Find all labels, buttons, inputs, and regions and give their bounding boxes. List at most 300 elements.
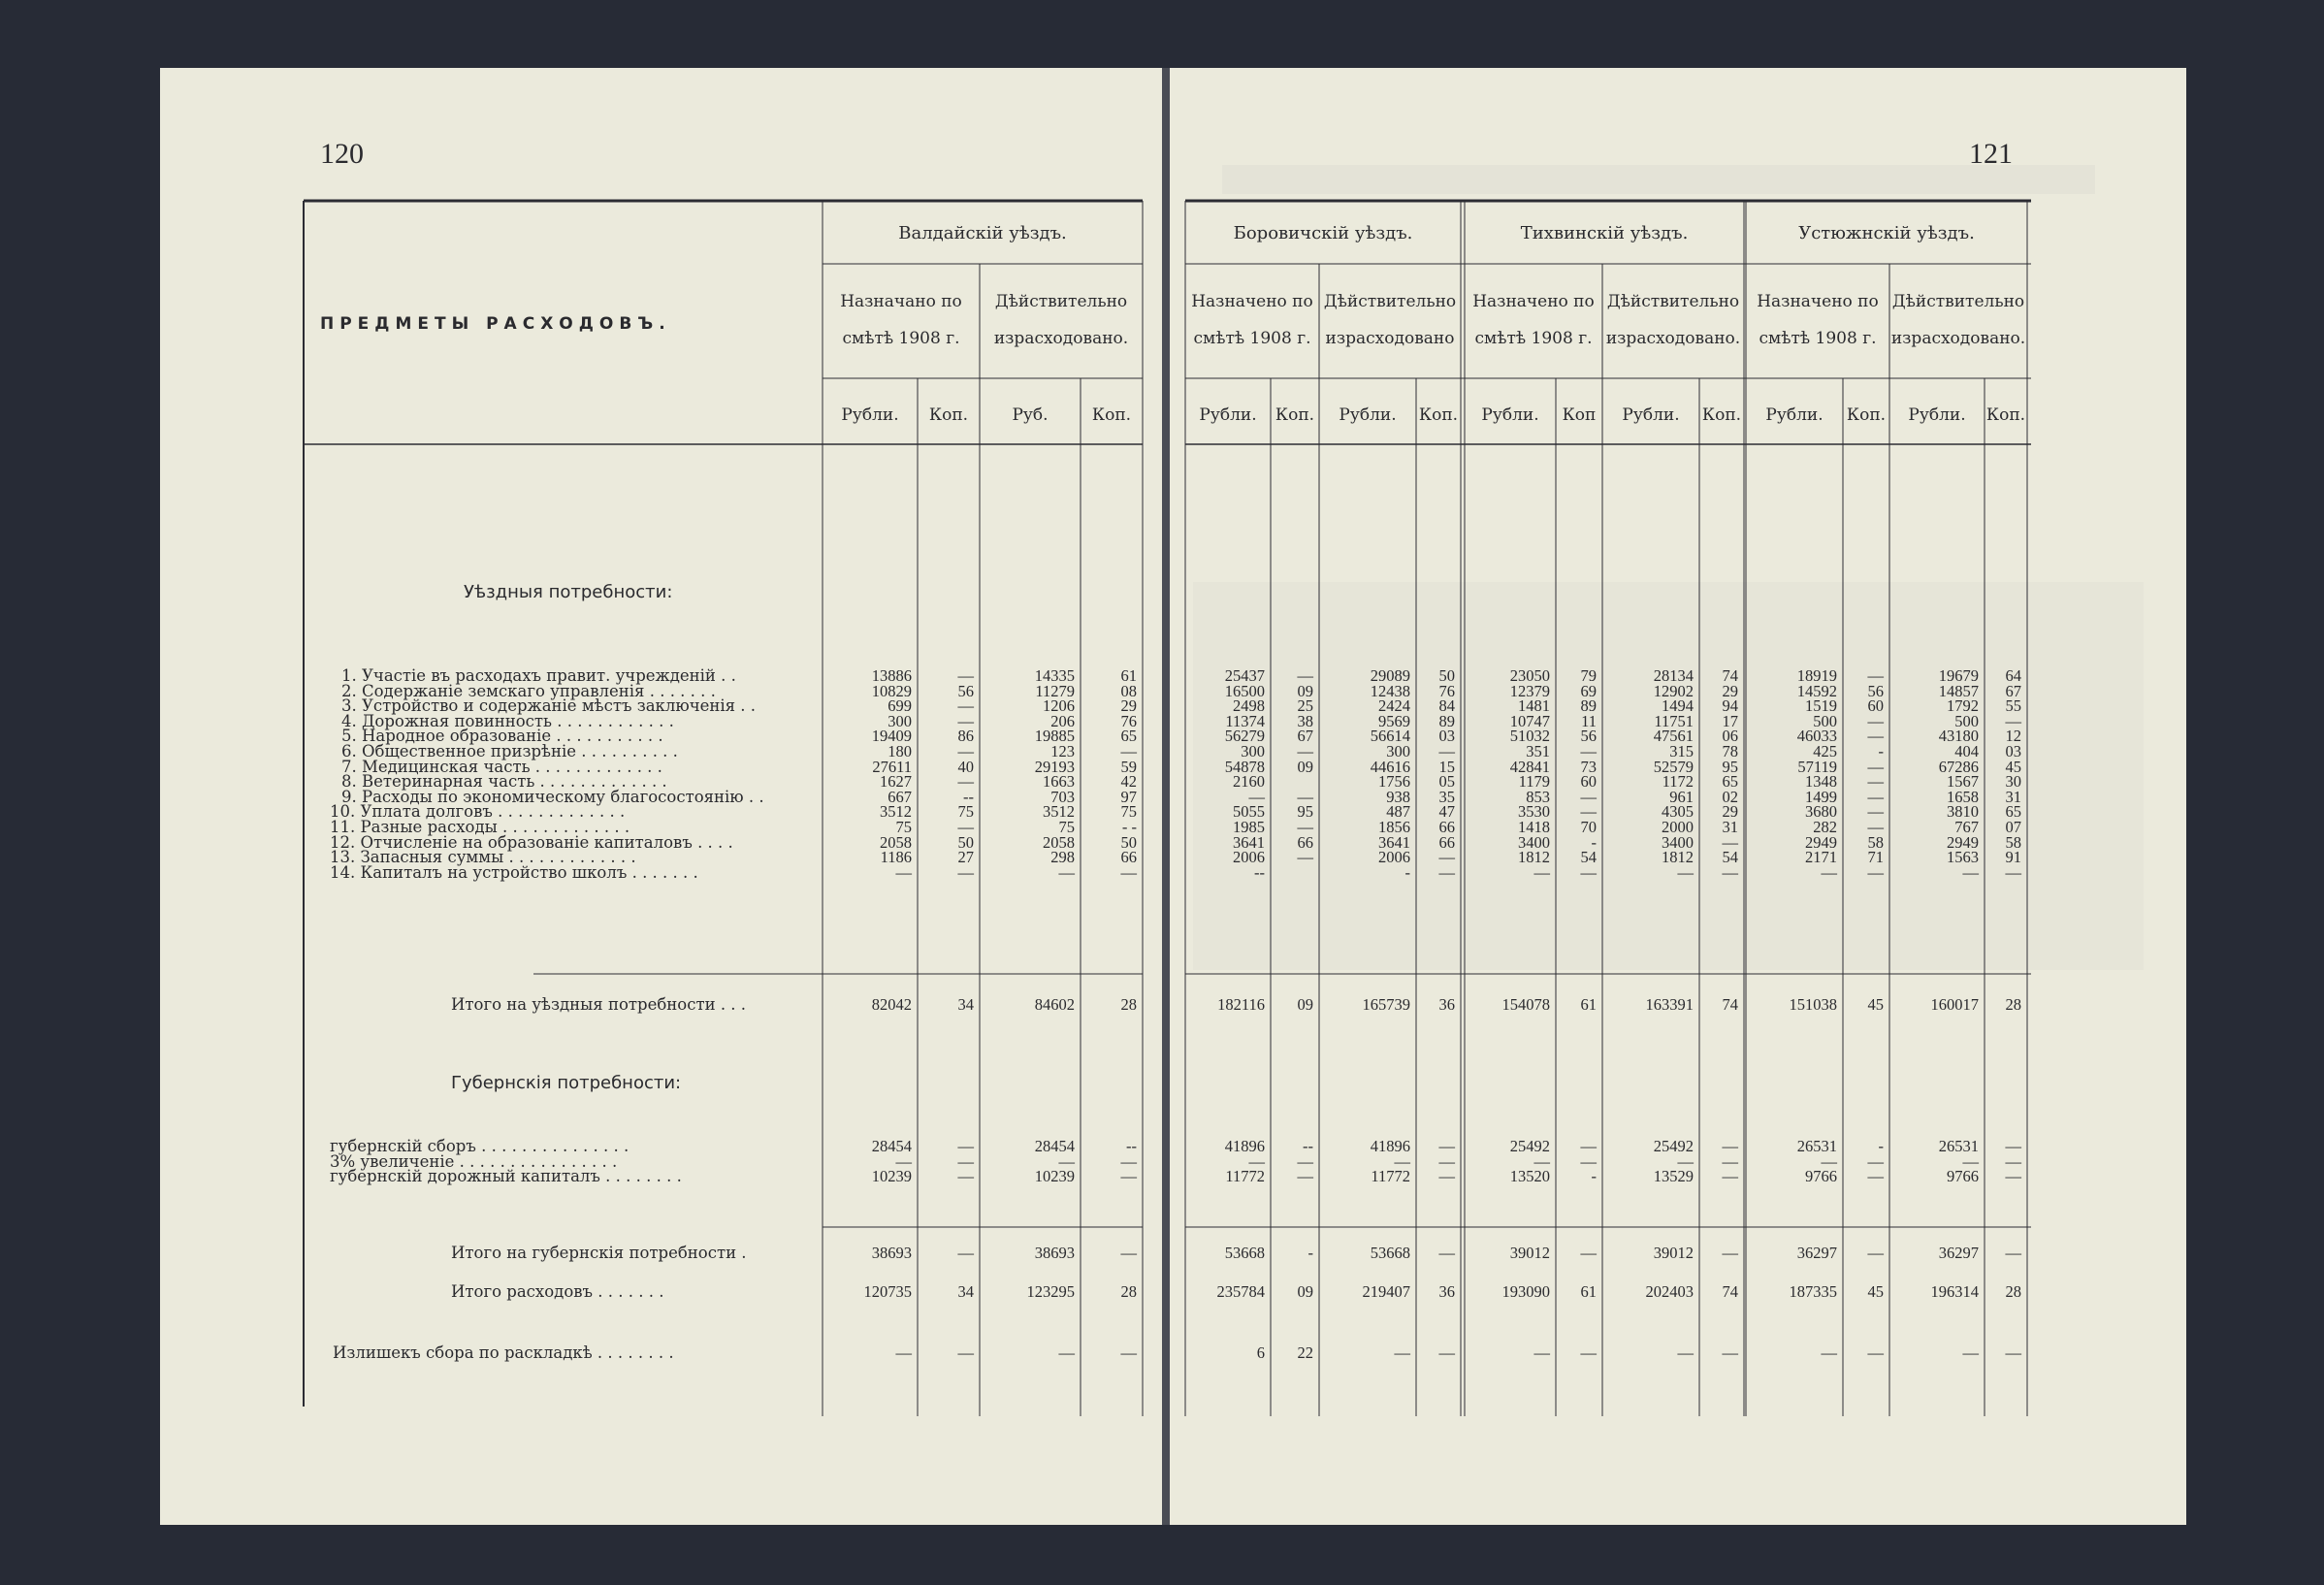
cell-value: 03 — [1438, 727, 1455, 746]
cell-value: 22 — [1297, 1343, 1313, 1362]
cell-value: 66 — [1438, 818, 1455, 836]
cell-value: 6 — [1256, 1343, 1265, 1362]
cell-value: — — [1120, 1343, 1137, 1362]
cell-value: 41896 — [1224, 1137, 1265, 1155]
cell-value: 39012 — [1653, 1244, 1694, 1262]
cell-value: 11772 — [1225, 1167, 1265, 1186]
cell-value: 50 — [1120, 832, 1137, 852]
cell-value: 2000 — [1662, 818, 1694, 836]
cell-value: — — [1722, 1244, 1738, 1262]
cell-value: 12379 — [1509, 681, 1550, 700]
cell-value: 12 — [2005, 727, 2021, 746]
cell-value: 60 — [1580, 772, 1597, 792]
cell-value: — — [1297, 848, 1313, 867]
cell-value: — — [1962, 1151, 1979, 1171]
cell-value: 76 — [1120, 711, 1137, 730]
cell-value: — — [957, 1244, 974, 1262]
cell-value: 1812 — [1662, 848, 1694, 867]
cell-value: 84 — [1438, 696, 1455, 716]
cell-value: 500 — [1954, 711, 1979, 730]
cell-value: 79 — [1580, 666, 1597, 685]
cell-value: 4305 — [1662, 802, 1694, 822]
cell-value: 29 — [1722, 681, 1738, 700]
cell-value: 19409 — [871, 727, 912, 746]
cell-value: — — [957, 1167, 974, 1186]
cell-value: 165739 — [1362, 995, 1410, 1014]
cell-value: 54878 — [1224, 757, 1265, 776]
row-label: 14. Капиталъ на устройство школъ . . . . . . . — [330, 862, 698, 882]
cell-value: 86 — [957, 727, 974, 746]
cell-value: 12902 — [1653, 681, 1694, 700]
cell-value: 51032 — [1509, 727, 1550, 746]
cell-value: 2424 — [1378, 696, 1410, 716]
cell-value: 03 — [2005, 742, 2021, 760]
cell-value: — — [957, 742, 974, 760]
cell-value: — — [1867, 757, 1884, 776]
cell-value: 19679 — [1938, 666, 1979, 685]
cell-value: — — [1248, 787, 1265, 806]
cell-value: 61 — [1120, 666, 1137, 685]
cell-value: 3512 — [880, 802, 912, 822]
cell-value: 38 — [1297, 711, 1313, 730]
cell-value: 2058 — [1043, 832, 1075, 852]
cell-value: — — [2005, 1244, 2021, 1262]
cell-value: 29 — [1120, 696, 1137, 716]
cell-value: 95 — [1297, 802, 1313, 822]
cell-value: 2160 — [1233, 772, 1265, 792]
cell-value: 75 — [1058, 818, 1075, 836]
cell-value: -- — [1126, 1137, 1137, 1155]
cell-value: 53668 — [1224, 1244, 1265, 1262]
cell-value: — — [1580, 1343, 1597, 1362]
column-subheader: Назначано по смѣтѣ 1908 г. — [840, 292, 962, 348]
cell-value: 50 — [1438, 666, 1455, 685]
cell-value: 25492 — [1653, 1137, 1694, 1155]
cell-value: 298 — [1050, 848, 1075, 867]
cell-value: 59 — [1120, 757, 1137, 776]
cell-value: 31 — [1722, 818, 1738, 836]
cell-value: - — [1878, 1137, 1884, 1155]
cell-value: 36 — [1438, 1282, 1455, 1301]
cell-value: 1792 — [1947, 696, 1979, 716]
cell-value: — — [2005, 711, 2021, 730]
cell-value: 1348 — [1805, 772, 1837, 792]
cell-value: — — [1580, 1151, 1597, 1171]
cell-value: — — [2005, 862, 2021, 882]
cell-value: 97 — [1120, 787, 1137, 806]
row-label: 2. Содержанiе земскаго управленiя . . . . . . . — [341, 681, 716, 700]
row-label: Излишекъ сбора по раскладкѣ . . . . . . . . — [333, 1343, 674, 1362]
cell-value: — — [1867, 818, 1884, 836]
cell-value: — — [1722, 1151, 1738, 1171]
row-label: 13. Запасныя суммы . . . . . . . . . . . . . — [330, 848, 636, 867]
row-label: губернскiй сборъ . . . . . . . . . . . . . . . — [330, 1137, 629, 1155]
cell-value: 09 — [1297, 681, 1313, 700]
cell-value: 17 — [1722, 711, 1738, 730]
cell-value: — — [957, 772, 974, 792]
cell-value: 315 — [1669, 742, 1694, 760]
cell-value: — — [1058, 1343, 1075, 1362]
cell-value: 56279 — [1224, 727, 1265, 746]
cell-value: 95 — [1722, 757, 1738, 776]
column-subheader: Дѣйствительно израсходовано. — [1890, 292, 2026, 348]
row-label: 3% увеличенiе . . . . . . . . . . . . . . . . — [330, 1151, 618, 1171]
cell-value: 2058 — [880, 832, 912, 852]
cell-value: 29193 — [1034, 757, 1075, 776]
cell-value: - — [1307, 1244, 1313, 1262]
cell-value: — — [2005, 1137, 2021, 1155]
cell-value: 2171 — [1805, 848, 1837, 867]
cell-value: 40 — [957, 757, 974, 776]
cell-value: 3641 — [1378, 832, 1410, 852]
cell-value: — — [1438, 1343, 1455, 1362]
cell-value: 05 — [1438, 772, 1455, 792]
cell-value: 02 — [1722, 787, 1738, 806]
cell-value: 853 — [1526, 787, 1550, 806]
cell-value: 187335 — [1789, 1282, 1837, 1301]
cell-value: 282 — [1813, 818, 1837, 836]
cell-value: — — [895, 862, 912, 882]
cell-value: — — [2005, 1343, 2021, 1362]
cell-value: 41896 — [1370, 1137, 1410, 1155]
cell-value: 351 — [1526, 742, 1550, 760]
cell-value: 1206 — [1043, 696, 1075, 716]
cell-value: — — [1058, 862, 1075, 882]
unit-label: Рубли. — [1622, 405, 1680, 425]
column-subheader: Назначено по смѣтѣ 1908 г. — [1757, 292, 1879, 348]
cell-value: — — [895, 1343, 912, 1362]
cell-value: 31 — [2005, 787, 2021, 806]
cell-value: — — [1580, 787, 1597, 806]
cell-value: 938 — [1386, 787, 1410, 806]
cell-value: 3641 — [1233, 832, 1265, 852]
cell-value: 1812 — [1518, 848, 1550, 867]
cell-value: 42 — [1120, 772, 1137, 792]
cell-value: 36297 — [1938, 1244, 1979, 1262]
cell-value: 11772 — [1371, 1167, 1410, 1186]
cell-value: — — [1677, 1343, 1694, 1362]
cell-value: — — [1248, 1151, 1265, 1171]
cell-value: 38693 — [871, 1244, 912, 1262]
cell-value: 3512 — [1043, 802, 1075, 822]
unit-label: Коп. — [1418, 405, 1459, 425]
column-subheader: Назначено по смѣтѣ 1908 г. — [1472, 292, 1595, 348]
cell-value: — — [1867, 1343, 1884, 1362]
row-label: Итого расходовъ . . . . . . . — [451, 1282, 664, 1301]
cell-value: 235784 — [1216, 1282, 1265, 1301]
cell-value: 14857 — [1938, 681, 1979, 700]
cell-value: 66 — [1438, 832, 1455, 852]
cell-value: 667 — [888, 787, 912, 806]
cell-value: 52579 — [1653, 757, 1694, 776]
unit-label: Коп. — [1275, 405, 1315, 425]
row-label: Итого на уѣздныя потребности . . . — [451, 995, 747, 1014]
cell-value: 13529 — [1653, 1167, 1694, 1186]
cell-value: 23050 — [1509, 666, 1550, 685]
cell-value: 61 — [1580, 1282, 1597, 1301]
cell-value: 43180 — [1938, 727, 1979, 746]
cell-value: 38693 — [1034, 1244, 1075, 1262]
cell-value: 703 — [1050, 787, 1075, 806]
cell-value: — — [1580, 742, 1597, 760]
unit-label: Рубли. — [1199, 405, 1257, 425]
cell-value: -- — [963, 787, 974, 806]
unit-label: Рубли. — [841, 405, 899, 425]
page-number-left: 120 — [320, 138, 364, 170]
cell-value: — — [1120, 862, 1137, 882]
cell-value: — — [1722, 1343, 1738, 1362]
cell-value: 84602 — [1034, 995, 1075, 1014]
cell-value: — — [1120, 1167, 1137, 1186]
cell-value: 26531 — [1796, 1137, 1837, 1155]
cell-value: 29089 — [1370, 666, 1410, 685]
cell-value: 65 — [1722, 772, 1738, 792]
cell-value: — — [957, 711, 974, 730]
cell-value: 28454 — [1034, 1137, 1075, 1155]
cell-value: 1179 — [1518, 772, 1550, 792]
cell-value: 219407 — [1362, 1282, 1410, 1301]
cell-value: 76 — [1438, 681, 1455, 700]
cell-value: 151038 — [1789, 995, 1837, 1014]
cell-value: 163391 — [1645, 995, 1694, 1014]
cell-value: 1658 — [1947, 787, 1979, 806]
cell-value: — — [957, 1137, 974, 1155]
column-subheader: Дѣйствительно израсходовано — [1323, 292, 1457, 348]
cell-value: - — [1404, 862, 1410, 882]
cell-value: — — [1867, 802, 1884, 822]
cell-value: 82042 — [871, 995, 912, 1014]
cell-value: — — [1533, 1151, 1550, 1171]
cell-value: — — [1867, 711, 1884, 730]
unit-label: Рубли. — [1908, 405, 1966, 425]
cell-value: 75 — [895, 818, 912, 836]
cell-value: — — [1821, 1151, 1837, 1171]
cell-value: 961 — [1669, 787, 1694, 806]
column-subheader: Дѣйствительно израсходовано. — [1605, 292, 1741, 348]
cell-value: 58 — [1867, 832, 1884, 852]
cell-value: 2006 — [1233, 848, 1265, 867]
cell-value: 27 — [957, 848, 974, 867]
cell-value: 123295 — [1026, 1282, 1075, 1301]
cell-value: 2006 — [1378, 848, 1410, 867]
cell-value: 60 — [1867, 696, 1884, 716]
cell-value: 27611 — [872, 757, 912, 776]
cell-value: — — [1962, 862, 1979, 882]
cell-value: 2949 — [1805, 832, 1837, 852]
cell-value: 67286 — [1938, 757, 1979, 776]
row-label: губернскiй дорожный капиталъ . . . . . . . . — [330, 1167, 682, 1186]
cell-value: 699 — [888, 696, 912, 716]
cell-value: 1499 — [1805, 787, 1837, 806]
row-label: 5. Народное образованiе . . . . . . . . . . . — [341, 727, 663, 746]
cell-value: 71 — [1867, 848, 1884, 867]
cell-value: 1985 — [1233, 818, 1265, 836]
cell-value: 46033 — [1796, 727, 1837, 746]
cell-value: — — [957, 1151, 974, 1171]
cell-value: 10829 — [871, 681, 912, 700]
unit-label: Коп — [1562, 405, 1597, 425]
cell-value: 11751 — [1654, 711, 1694, 730]
cell-value: 5055 — [1233, 802, 1265, 822]
cell-value: — — [1867, 1167, 1884, 1186]
cell-value: 767 — [1954, 818, 1979, 836]
cell-value: 07 — [2005, 818, 2021, 836]
cell-value: 1756 — [1378, 772, 1410, 792]
cell-value: 10747 — [1509, 711, 1550, 730]
cell-value: 74 — [1722, 1282, 1738, 1301]
cell-value: 29 — [1722, 802, 1738, 822]
cell-value: 425 — [1813, 742, 1837, 760]
cell-value: 28134 — [1653, 666, 1694, 685]
cell-value: 26531 — [1938, 1137, 1979, 1155]
cell-value: 30 — [2005, 772, 2021, 792]
cell-value: 3680 — [1805, 802, 1837, 822]
section-heading: Уѣздныя потребности: — [464, 582, 673, 602]
cell-value: 65 — [2005, 802, 2021, 822]
cell-value: — — [1867, 1151, 1884, 1171]
cell-value: 74 — [1722, 666, 1738, 685]
cell-value: 300 — [888, 711, 912, 730]
cell-value: — — [1580, 802, 1597, 822]
row-label: 7. Медицинская часть . . . . . . . . . . . . . — [341, 757, 662, 776]
cell-value: 45 — [2005, 757, 2021, 776]
district-header: Боровичскiй уѣздъ. — [1233, 223, 1413, 243]
cell-value: 193090 — [1501, 1282, 1550, 1301]
cell-value: -- — [1254, 862, 1265, 882]
cell-value: 12438 — [1370, 681, 1410, 700]
cell-value: — — [1297, 742, 1313, 760]
cell-value: 56 — [1580, 727, 1597, 746]
cell-value: 1186 — [880, 848, 912, 867]
cell-value: — — [957, 818, 974, 836]
cell-value: 65 — [1120, 727, 1137, 746]
cell-value: — — [1297, 818, 1313, 836]
cell-value: 13520 — [1509, 1167, 1550, 1186]
cell-value: — — [957, 1343, 974, 1362]
cell-value: 202403 — [1645, 1282, 1694, 1301]
cell-value: 28 — [1120, 1282, 1137, 1301]
cell-value: — — [1533, 1343, 1550, 1362]
cell-value: 55 — [2005, 696, 2021, 716]
unit-label: Коп. — [928, 405, 969, 425]
column-subheader: Назначено по смѣтѣ 1908 г. — [1191, 292, 1313, 348]
row-label: 10. Уплата долговъ . . . . . . . . . . . . . — [330, 802, 626, 822]
table-title: ПРЕДМЕТЫ РАСХОДОВЪ. — [320, 314, 671, 334]
cell-value: — — [1438, 1137, 1455, 1155]
cell-value: — — [1394, 1151, 1410, 1171]
cell-value: 53668 — [1370, 1244, 1410, 1262]
cell-value: — — [957, 666, 974, 685]
unit-label: Коп. — [1701, 405, 1742, 425]
row-label: 1. Участiе въ расходахъ правит. учрежденiй . . — [341, 666, 736, 685]
cell-value: — — [895, 1151, 912, 1171]
cell-value: — — [1580, 862, 1597, 882]
cell-value: — — [957, 862, 974, 882]
cell-value: 08 — [1120, 681, 1137, 700]
cell-value: 34 — [957, 1282, 974, 1301]
cell-value: 89 — [1580, 696, 1597, 716]
cell-value: 1663 — [1043, 772, 1075, 792]
row-label: 6. Общественное призрѣнiе . . . . . . . . . . — [341, 742, 678, 760]
district-header: Валдайскiй уѣздъ. — [898, 223, 1067, 243]
cell-value: — — [1297, 1167, 1313, 1186]
cell-value: 3400 — [1518, 832, 1550, 852]
cell-value: 120735 — [863, 1282, 912, 1301]
cell-value: 54 — [1580, 848, 1597, 867]
cell-value: 67 — [1297, 727, 1313, 746]
cell-value: 35 — [1438, 787, 1455, 806]
cell-value: 1627 — [880, 772, 912, 792]
cell-value: 123 — [1050, 742, 1075, 760]
cell-value: 182116 — [1217, 995, 1265, 1014]
cell-value: 160017 — [1930, 995, 1979, 1014]
cell-value: 2949 — [1947, 832, 1979, 852]
cell-value: 25437 — [1224, 666, 1265, 685]
cell-value: 28 — [2005, 995, 2021, 1014]
cell-value: — — [1722, 1167, 1738, 1186]
cell-value: 404 — [1954, 742, 1979, 760]
district-header: Тихвинскiй уѣздъ. — [1520, 223, 1689, 243]
cell-value: 25492 — [1509, 1137, 1550, 1155]
cell-value: — — [1867, 1244, 1884, 1262]
cell-value: 154078 — [1501, 995, 1550, 1014]
cell-value: 9569 — [1378, 711, 1410, 730]
cell-value: -- — [1303, 1137, 1313, 1155]
cell-value: 1418 — [1518, 818, 1550, 836]
cell-value: 94 — [1722, 696, 1738, 716]
page-number-right: 121 — [1969, 138, 2013, 170]
cell-value: 1563 — [1947, 848, 1979, 867]
unit-label: Коп. — [1091, 405, 1132, 425]
cell-value: — — [1867, 666, 1884, 685]
cell-value: 9766 — [1947, 1167, 1979, 1186]
row-label: 9. Расходы по экономическому благосостоянiю . . — [341, 787, 764, 806]
cell-value: 44616 — [1370, 757, 1410, 776]
cell-value: — — [1962, 1343, 1979, 1362]
cell-value: - — [1878, 742, 1884, 760]
cell-value: 06 — [1722, 727, 1738, 746]
cell-value: 1519 — [1805, 696, 1837, 716]
cell-value: 73 — [1580, 757, 1597, 776]
cell-value: 16500 — [1224, 681, 1265, 700]
cell-value: — — [1058, 1151, 1075, 1171]
cell-value: 1494 — [1662, 696, 1694, 716]
cell-value: 300 — [1386, 742, 1410, 760]
cell-value: 1172 — [1662, 772, 1694, 792]
cell-value: 36297 — [1796, 1244, 1837, 1262]
cell-value: 11374 — [1225, 711, 1265, 730]
cell-value: 500 — [1813, 711, 1837, 730]
cell-value: — — [1438, 848, 1455, 867]
cell-value: — — [1394, 1343, 1410, 1362]
cell-value: 2498 — [1233, 696, 1265, 716]
cell-value: 45 — [1867, 995, 1884, 1014]
cell-value: 28454 — [871, 1137, 912, 1155]
unit-label: Рубли. — [1765, 405, 1824, 425]
column-subheader: Дѣйствительно израсходовано. — [993, 292, 1129, 348]
cell-value: — — [1677, 1151, 1694, 1171]
cell-value: 45 — [1867, 1282, 1884, 1301]
cell-value: — — [1297, 787, 1313, 806]
cell-value: — — [1722, 1137, 1738, 1155]
cell-value: — — [1438, 1244, 1455, 1262]
cell-value: 11279 — [1035, 681, 1075, 700]
row-label: 11. Разные расходы . . . . . . . . . . . . . — [330, 818, 630, 836]
cell-value: 196314 — [1930, 1282, 1979, 1301]
cell-value: — — [1120, 1151, 1137, 1171]
cell-value: — — [1438, 742, 1455, 760]
cell-value: — — [1867, 862, 1884, 882]
